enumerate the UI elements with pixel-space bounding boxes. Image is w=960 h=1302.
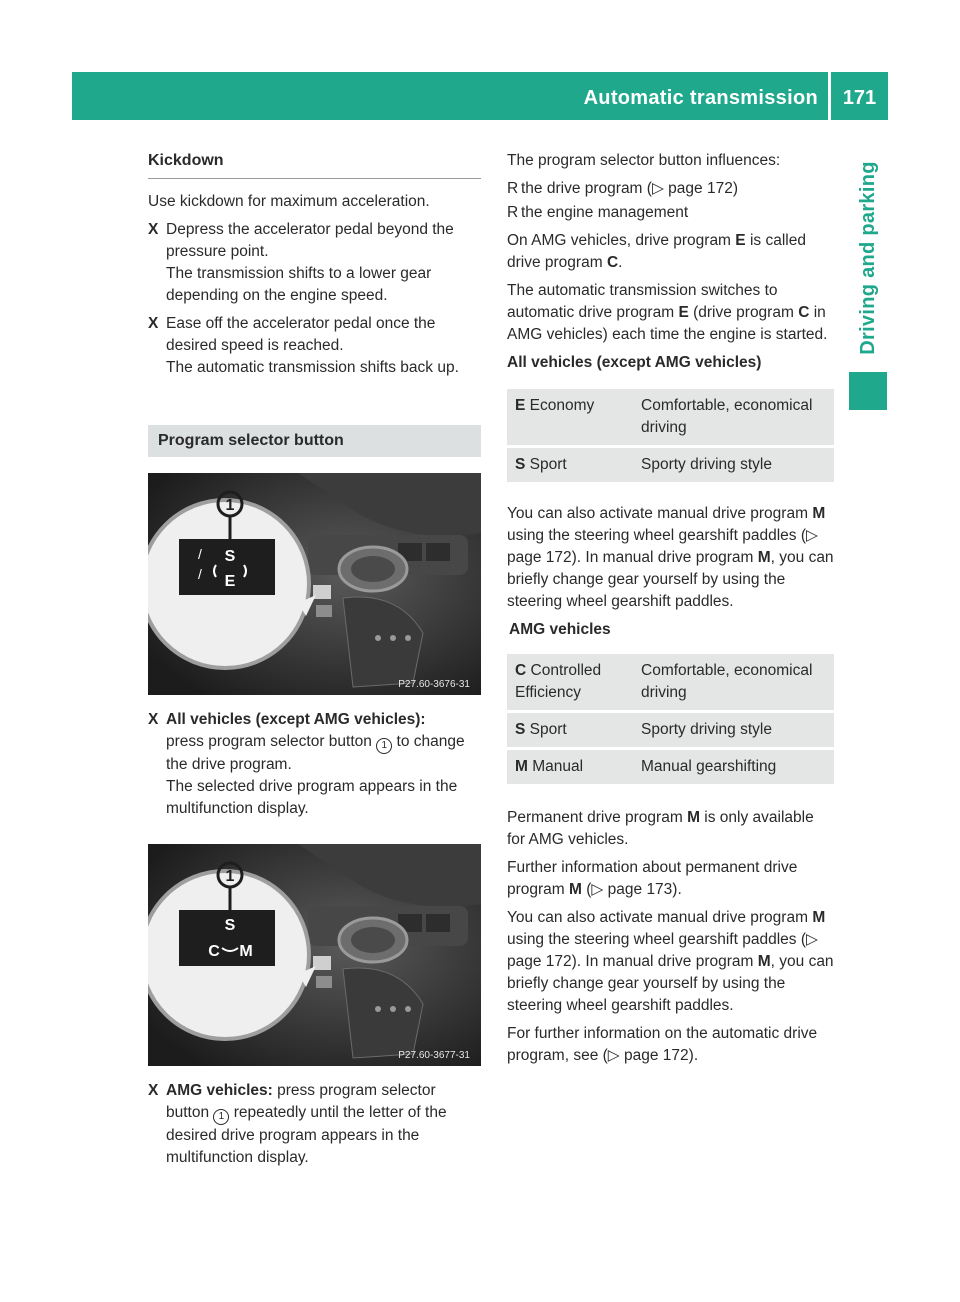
step-result: The automatic transmission shifts back up. xyxy=(166,359,459,376)
bullet-item: R the drive program (▷ page 172) xyxy=(507,178,834,200)
further-info: Further information about permanent drive program M (▷ page 173). xyxy=(507,859,798,898)
program-selector-photo-2 xyxy=(148,844,481,1066)
callout-number: 1 xyxy=(225,497,235,514)
permanent-note: Permanent drive program M is only available for AMG vehicles. xyxy=(507,809,814,848)
console-illustration xyxy=(148,844,481,1066)
table-row xyxy=(507,750,834,784)
switch-note: The automatic transmission switches to automatic drive program E (drive program C in AMG vehicles) each time the engine is started. xyxy=(507,282,828,343)
step-arrow-icon: X xyxy=(148,1082,159,1099)
bullet-item: R the engine management xyxy=(507,202,834,224)
table-row xyxy=(507,389,834,445)
program-selector-heading: Program selector button xyxy=(148,425,481,457)
final-note: For further information on the automatic drive program, see (▷ page 172). xyxy=(507,1025,818,1064)
program-desc: Sporty driving style xyxy=(633,713,834,747)
callout-1-icon: 1 xyxy=(376,738,392,754)
kickdown-heading: Kickdown xyxy=(148,150,481,179)
table-row xyxy=(507,654,834,710)
page-header xyxy=(72,72,888,120)
program-table-amg xyxy=(507,651,834,787)
program-cell: M Manual xyxy=(507,750,633,784)
photo-code: P27.60-3676-31 xyxy=(398,679,470,690)
program-table-all xyxy=(507,386,834,485)
amg-step xyxy=(148,1080,481,1169)
step-result: The selected drive program appears in the multifunction display. xyxy=(166,778,458,817)
svg-text:/: / xyxy=(198,546,202,562)
table-row xyxy=(507,448,834,482)
step-text: Depress the accelerator pedal beyond the pressure point. xyxy=(166,221,454,260)
callout-number: 1 xyxy=(225,868,235,885)
program-letter-e: E xyxy=(224,573,236,590)
photo-code: P27.60-3677-31 xyxy=(398,1050,470,1061)
step-result: The transmission shifts to a lower gear depending on the engine speed. xyxy=(166,265,432,304)
amg-note: On AMG vehicles, drive program E is called drive program C. xyxy=(507,232,806,271)
table-row xyxy=(507,713,834,747)
svg-text:/: / xyxy=(198,566,202,582)
program-cell: S Sport xyxy=(507,448,633,482)
program-desc: Comfortable, economical driving xyxy=(633,654,834,710)
program-cell: S Sport xyxy=(507,713,633,747)
program-desc: Sporty driving style xyxy=(633,448,834,482)
step-arrow-icon: X xyxy=(148,315,159,332)
program-letter-s: S xyxy=(224,917,236,934)
program-desc: Comfortable, economical driving xyxy=(633,389,834,445)
step-text: press program selector button 1 to change the drive program. xyxy=(166,733,465,773)
side-tab-label: Driving and parking xyxy=(857,161,880,355)
step-text: AMG vehicles: press program selector button 1 repeatedly until the letter of the desired drive program appears in the multifunction display. xyxy=(166,1082,447,1166)
chapter-title: Automatic transmission xyxy=(583,87,818,109)
kickdown-intro: Use kickdown for maximum acceleration. xyxy=(148,193,430,210)
program-selector-step xyxy=(148,709,481,820)
right-column xyxy=(507,150,834,1073)
program-letter-c: C xyxy=(208,943,220,960)
left-column xyxy=(148,150,481,1175)
program-desc: Manual gearshifting xyxy=(633,750,834,784)
side-tab xyxy=(848,160,888,356)
console-illustration xyxy=(148,473,481,695)
step-text: Ease off the accelerator pedal once the desired speed is reached. xyxy=(166,315,436,354)
program-cell: C Controlled Efficiency xyxy=(507,654,633,710)
program-cell: E Economy xyxy=(507,389,633,445)
bullet-icon: R xyxy=(507,204,519,221)
influences-intro: The program selector button influences: xyxy=(507,152,781,169)
program-letter-s: S xyxy=(224,548,236,565)
manual-note: You can also activate manual drive program M using the steering wheel gearshift paddles (▷ page 172). In manual drive program M, you can briefly change gear yourself by using the steering wheel gearshift paddles. xyxy=(507,505,834,610)
step-arrow-icon: X xyxy=(148,711,159,728)
manual-note-2: You can also activate manual drive program M using the steering wheel gearshift paddles (▷ page 172). In manual drive program M, you can briefly change gear yourself by using the steering wheel gearshift paddles. xyxy=(507,909,834,1014)
step-lead: All vehicles (except AMG vehicles): xyxy=(166,711,426,728)
kickdown-step-1 xyxy=(148,219,481,307)
side-tab-marker xyxy=(849,372,887,410)
step-arrow-icon: X xyxy=(148,221,159,238)
bullet-icon: R xyxy=(507,180,519,197)
kickdown-step-2 xyxy=(148,313,481,379)
all-vehicles-heading: All vehicles (except AMG vehicles) xyxy=(507,354,762,371)
callout-1-icon: 1 xyxy=(213,1109,229,1125)
program-letter-m: M xyxy=(239,943,253,960)
page-number: 171 xyxy=(842,87,877,109)
program-selector-photo-1 xyxy=(148,473,481,695)
amg-heading: AMG vehicles xyxy=(509,621,611,638)
